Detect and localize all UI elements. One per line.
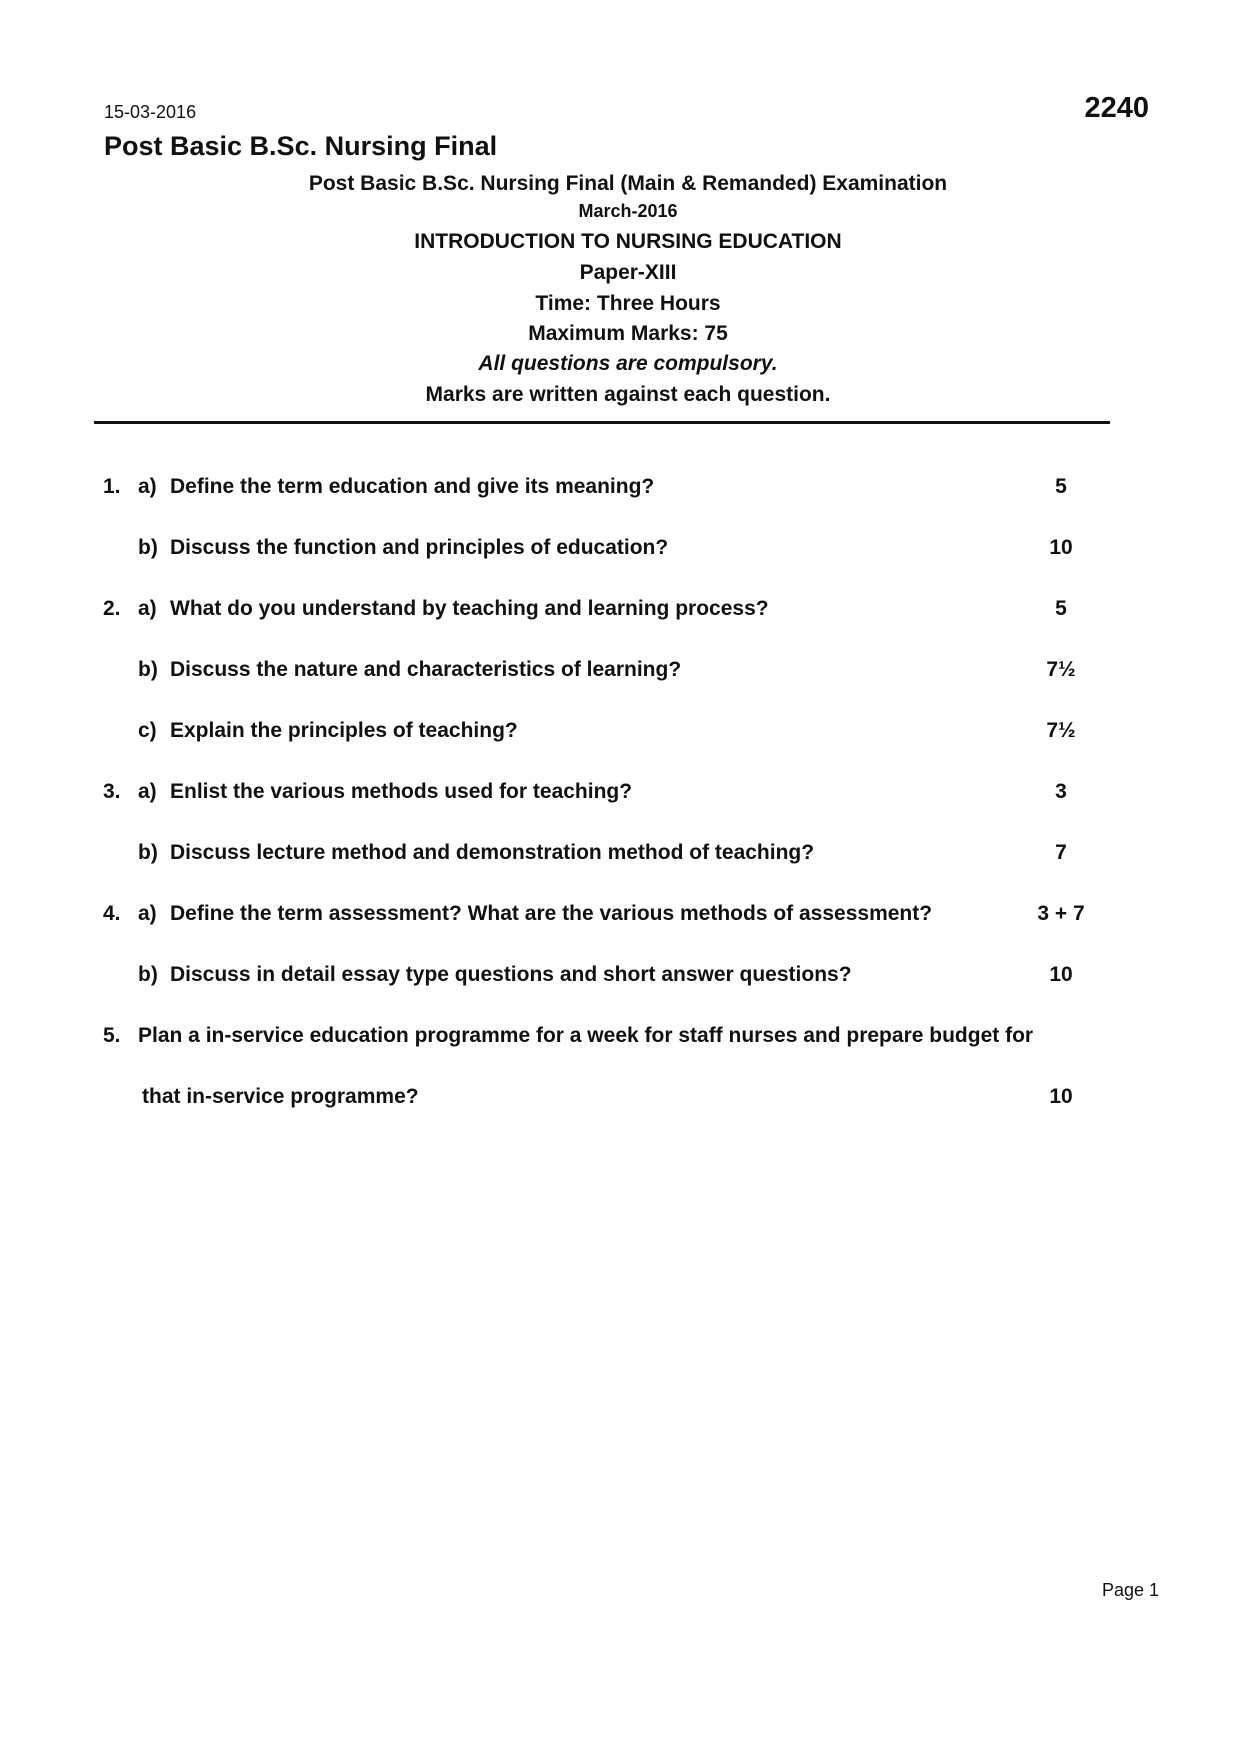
question-number: 1. [103,475,121,498]
question-text: Discuss lecture method and demonstration method of teaching? [170,841,815,864]
instruction-marks: Marks are written against each question. [425,383,831,406]
question-marks: 3 + 7 [1037,902,1085,925]
question-part: b) [138,841,158,864]
question-number: 5. [103,1024,121,1047]
question-text: Plan a in-service education programme for a week for staff nurses and prepare budget for [138,1024,1034,1047]
paper-number: Paper-XIII [579,261,677,284]
question-marks: 7 [1055,841,1067,864]
question-marks: 3 [1055,780,1067,803]
question-marks: 7½ [1046,658,1076,681]
exam-time: Time: Three Hours [535,292,721,315]
question-part: b) [138,536,158,559]
question-part: a) [138,475,157,498]
exam-title: Post Basic B.Sc. Nursing Final (Main & Remanded) Examination [308,172,948,195]
instruction-compulsory: All questions are compulsory. [478,352,778,375]
question-marks: 5 [1055,597,1067,620]
question-text: Discuss the function and principles of education? [170,536,669,559]
question-part: b) [138,658,158,681]
question-marks: 7½ [1046,719,1076,742]
subject-title: INTRODUCTION TO NURSING EDUCATION [414,230,842,253]
course-title: Post Basic B.Sc. Nursing Final [104,131,498,161]
question-number: 4. [103,902,121,925]
question-text: Discuss in detail essay type questions and short answer questions? [170,963,852,986]
question-marks: 10 [1049,963,1073,986]
question-part: a) [138,902,157,925]
question-number: 3. [103,780,121,803]
question-marks: 10 [1049,536,1073,559]
exam-session: March-2016 [578,201,678,221]
question-text: Define the term education and give its meaning? [170,475,655,498]
header-divider [94,421,1110,424]
maximum-marks: Maximum Marks: 75 [528,322,728,345]
question-text: Define the term assessment? What are the various methods of assessment? [170,902,933,925]
question-part: b) [138,963,158,986]
question-text: What do you understand by teaching and learning process? [170,597,769,620]
question-marks: 10 [1049,1085,1073,1108]
question-part: a) [138,780,157,803]
question-text-continuation: that in-service programme? [142,1085,419,1108]
date: 15-03-2016 [104,102,197,122]
question-part: a) [138,597,157,620]
question-marks: 5 [1055,475,1067,498]
question-text: Discuss the nature and characteristics of learning? [170,658,682,681]
question-text: Explain the principles of teaching? [170,719,518,742]
question-number: 2. [103,597,121,620]
page-number: Page 1 [1101,1580,1159,1600]
paper-code: 2240 [1084,92,1149,124]
question-text: Enlist the various methods used for teaching? [170,780,633,803]
question-part: c) [138,719,157,742]
